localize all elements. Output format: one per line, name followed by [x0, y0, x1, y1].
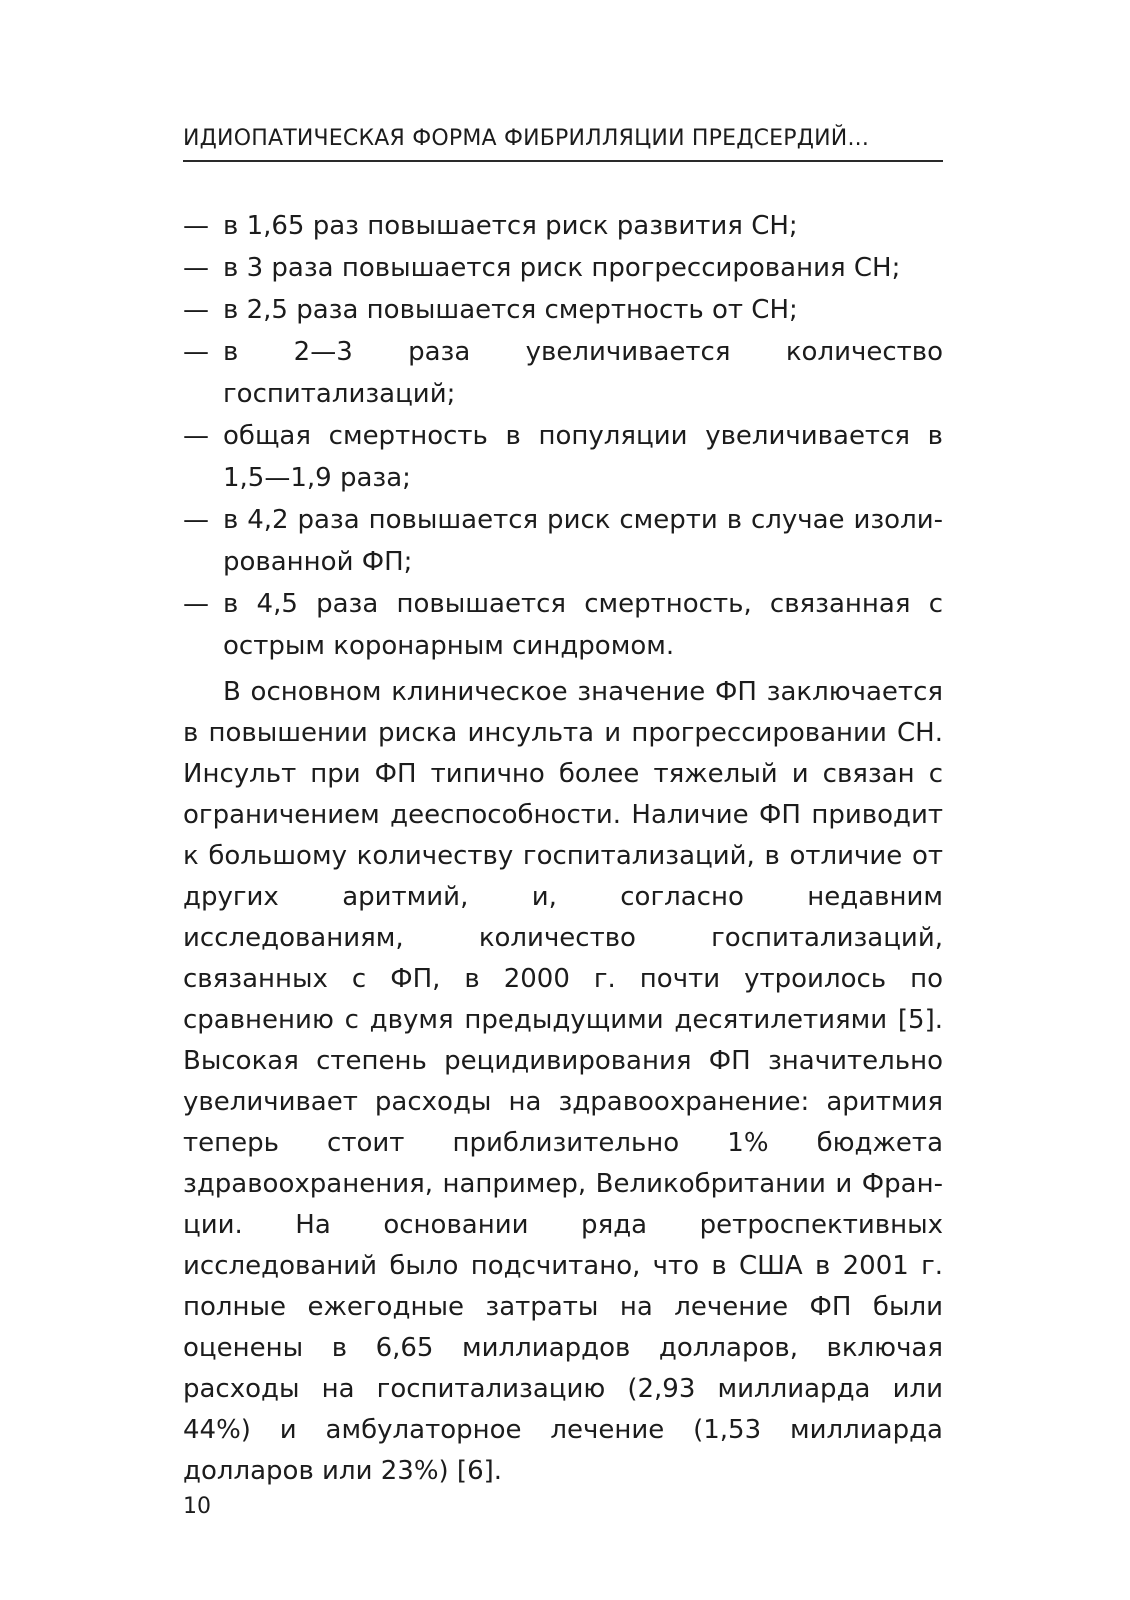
list-item-text: в 2,5 раза повышается смертность от СН;: [223, 295, 798, 325]
dash-bullet: —: [183, 505, 209, 535]
dash-bullet: —: [183, 589, 209, 619]
dash-bullet: —: [183, 295, 209, 325]
list-item: [183, 289, 943, 331]
list-item-text: общая смертность в популяции увеличивается в 1,5—1,9 раза;: [223, 421, 943, 493]
page-number: 10: [183, 1494, 211, 1519]
running-head: ИДИОПАТИЧЕСКАЯ ФОРМА ФИБРИЛЛЯЦИИ ПРЕДСЕРДИЙ...: [183, 126, 870, 151]
risk-list: [183, 205, 943, 667]
list-item: [183, 247, 943, 289]
list-item: [183, 415, 943, 499]
list-item: [183, 331, 943, 415]
dash-bullet: —: [183, 337, 209, 367]
header-rule: [183, 160, 943, 162]
list-item: [183, 583, 943, 667]
list-item-text: в 3 раза повышается риск прогрессирования СН;: [223, 253, 901, 283]
body-paragraph: В основном клиническое значение ФП заключается в повышении риска инсульта и прогрессировании СН. Инсульт при ФП типично более тяжелый и связан с ограничением дееспособности. Наличие ФП приводит к большому количеству госпитализаций, в отличие от других аритмий, и, согласно недавним исследованиям, количество госпитализаций, связанных с ФП, в 2000 г. почти утроилось по сравнению с двумя предыдущими десятилетиями [5]. Высокая степень рецидивирования ФП значительно увеличивает расходы на здравоохранение: аритмия теперь стоит приблизительно 1% бюджета здравоохранения, например, Великобритании и Франции. На основании ряда ретроспективных исследований было подсчитано, что в США в 2001 г. полные ежегодные затраты на лечение ФП были оценены в 6,65 миллиардов долларов, включая расходы на госпитализацию (2,93 миллиарда или 44%) и амбулаторное лечение (1,53 миллиарда долларов или 23%) [6].: [183, 677, 943, 1486]
list-item-text: в 4,5 раза повышается смертность, связанная с острым коронарным синдромом.: [223, 589, 943, 661]
dash-bullet: —: [183, 253, 209, 283]
list-item-text: в 1,65 раз повышается риск развития СН;: [223, 211, 798, 241]
list-item-text: в 2—3 раза увеличивается количество госпитализаций;: [223, 337, 943, 409]
dash-bullet: —: [183, 421, 209, 451]
list-item: [183, 205, 943, 247]
list-item-text: в 4,2 раза повышается риск смерти в случае изолированной ФП;: [223, 505, 943, 577]
list-item: [183, 499, 943, 583]
dash-bullet: —: [183, 211, 209, 241]
